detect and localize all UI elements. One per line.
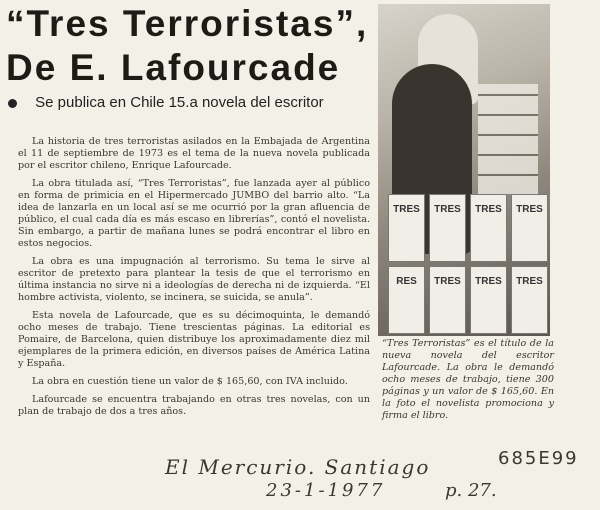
bullet-icon	[8, 99, 17, 108]
subheadline	[8, 94, 378, 111]
article-paragraph: Esta novela de Lafourcade, que es su décimoquinta, le demandó ocho meses de trabajo. Tiene trescientas páginas. La editorial es Pomaire, de Barcelona, quien distribuye los aproximadamente diez mil ejemplares de la primera edición, en diversos países de América Latina y España.	[18, 310, 370, 369]
photo-book-cover: TRES	[429, 194, 466, 262]
subheadline-text: Se publica en Chile 15.a novela del escritor	[35, 94, 324, 111]
handwritten-date: 23-1-1977	[266, 480, 386, 501]
handwritten-page: p. 27.	[445, 480, 497, 501]
photo-book-cover: RES	[388, 266, 425, 334]
photo-book-cover: TRES	[511, 266, 548, 334]
photo-caption: “Tres Terroristas” es el título de la nueva novela del escritor Lafourcade. La obra le demandó ocho meses de trabajo, tiene 300 páginas y un valor de $ 165,60. En la foto el novelista promociona y firma el libro.	[382, 338, 554, 421]
article-paragraph: La obra titulada así, “Tres Terroristas”, fue lanzada ayer al público en forma de primicia en el Hipermercado JUMBO del barrio alto. “La idea de lanzarla en un local así se me ocurrió por la gran afluencia de público, el cual cada día es más escaso en librerías”, contó el novelista. Sin embargo, a partir de mañana lunes se podrá encontrar el libro en estos negocios.	[18, 178, 370, 249]
article-paragraph: La historia de tres terroristas asilados en la Embajada de Argentina el 11 de septiembre de 1973 es el tema de la nueva novela publicada por el escritor chileno, Enrique Lafourcade.	[18, 136, 370, 171]
article-photo	[378, 4, 550, 336]
headline-line-2: De E. Lafourcade	[6, 47, 341, 88]
article-paragraph: Lafourcade se encuentra trabajando en otras tres novelas, con un plan de trabajo de dos a tres años.	[18, 394, 370, 417]
photo-book-cover: TRES	[470, 194, 507, 262]
handwritten-source: El Mercurio. Santiago	[165, 455, 431, 479]
photo-book-cover: TRES	[388, 194, 425, 262]
photo-book-cover: TRES	[470, 266, 507, 334]
photo-book-cover: TRES	[429, 266, 466, 334]
archive-number: 685E99	[498, 448, 579, 469]
article-paragraph: La obra en cuestión tiene un valor de $ 165,60, con IVA incluido.	[32, 376, 348, 387]
photo-book-cover: TRES	[511, 194, 548, 262]
article-paragraph: La obra es una impugnación al terrorismo. Su tema le sirve al escritor de pretexto para plantear la tesis de que el terrorismo en última instancia no sirve ni a ideologías de derecha ni de izquierda. “El hombre activista, violento, se incinera, se suicida, se anula”.	[18, 256, 370, 303]
headline-line-1: “Tres Terroristas”,	[6, 3, 369, 44]
headline	[6, 2, 376, 90]
photo-book-display	[388, 194, 548, 334]
photo-book-stack	[478, 84, 538, 194]
article-body	[18, 136, 370, 424]
